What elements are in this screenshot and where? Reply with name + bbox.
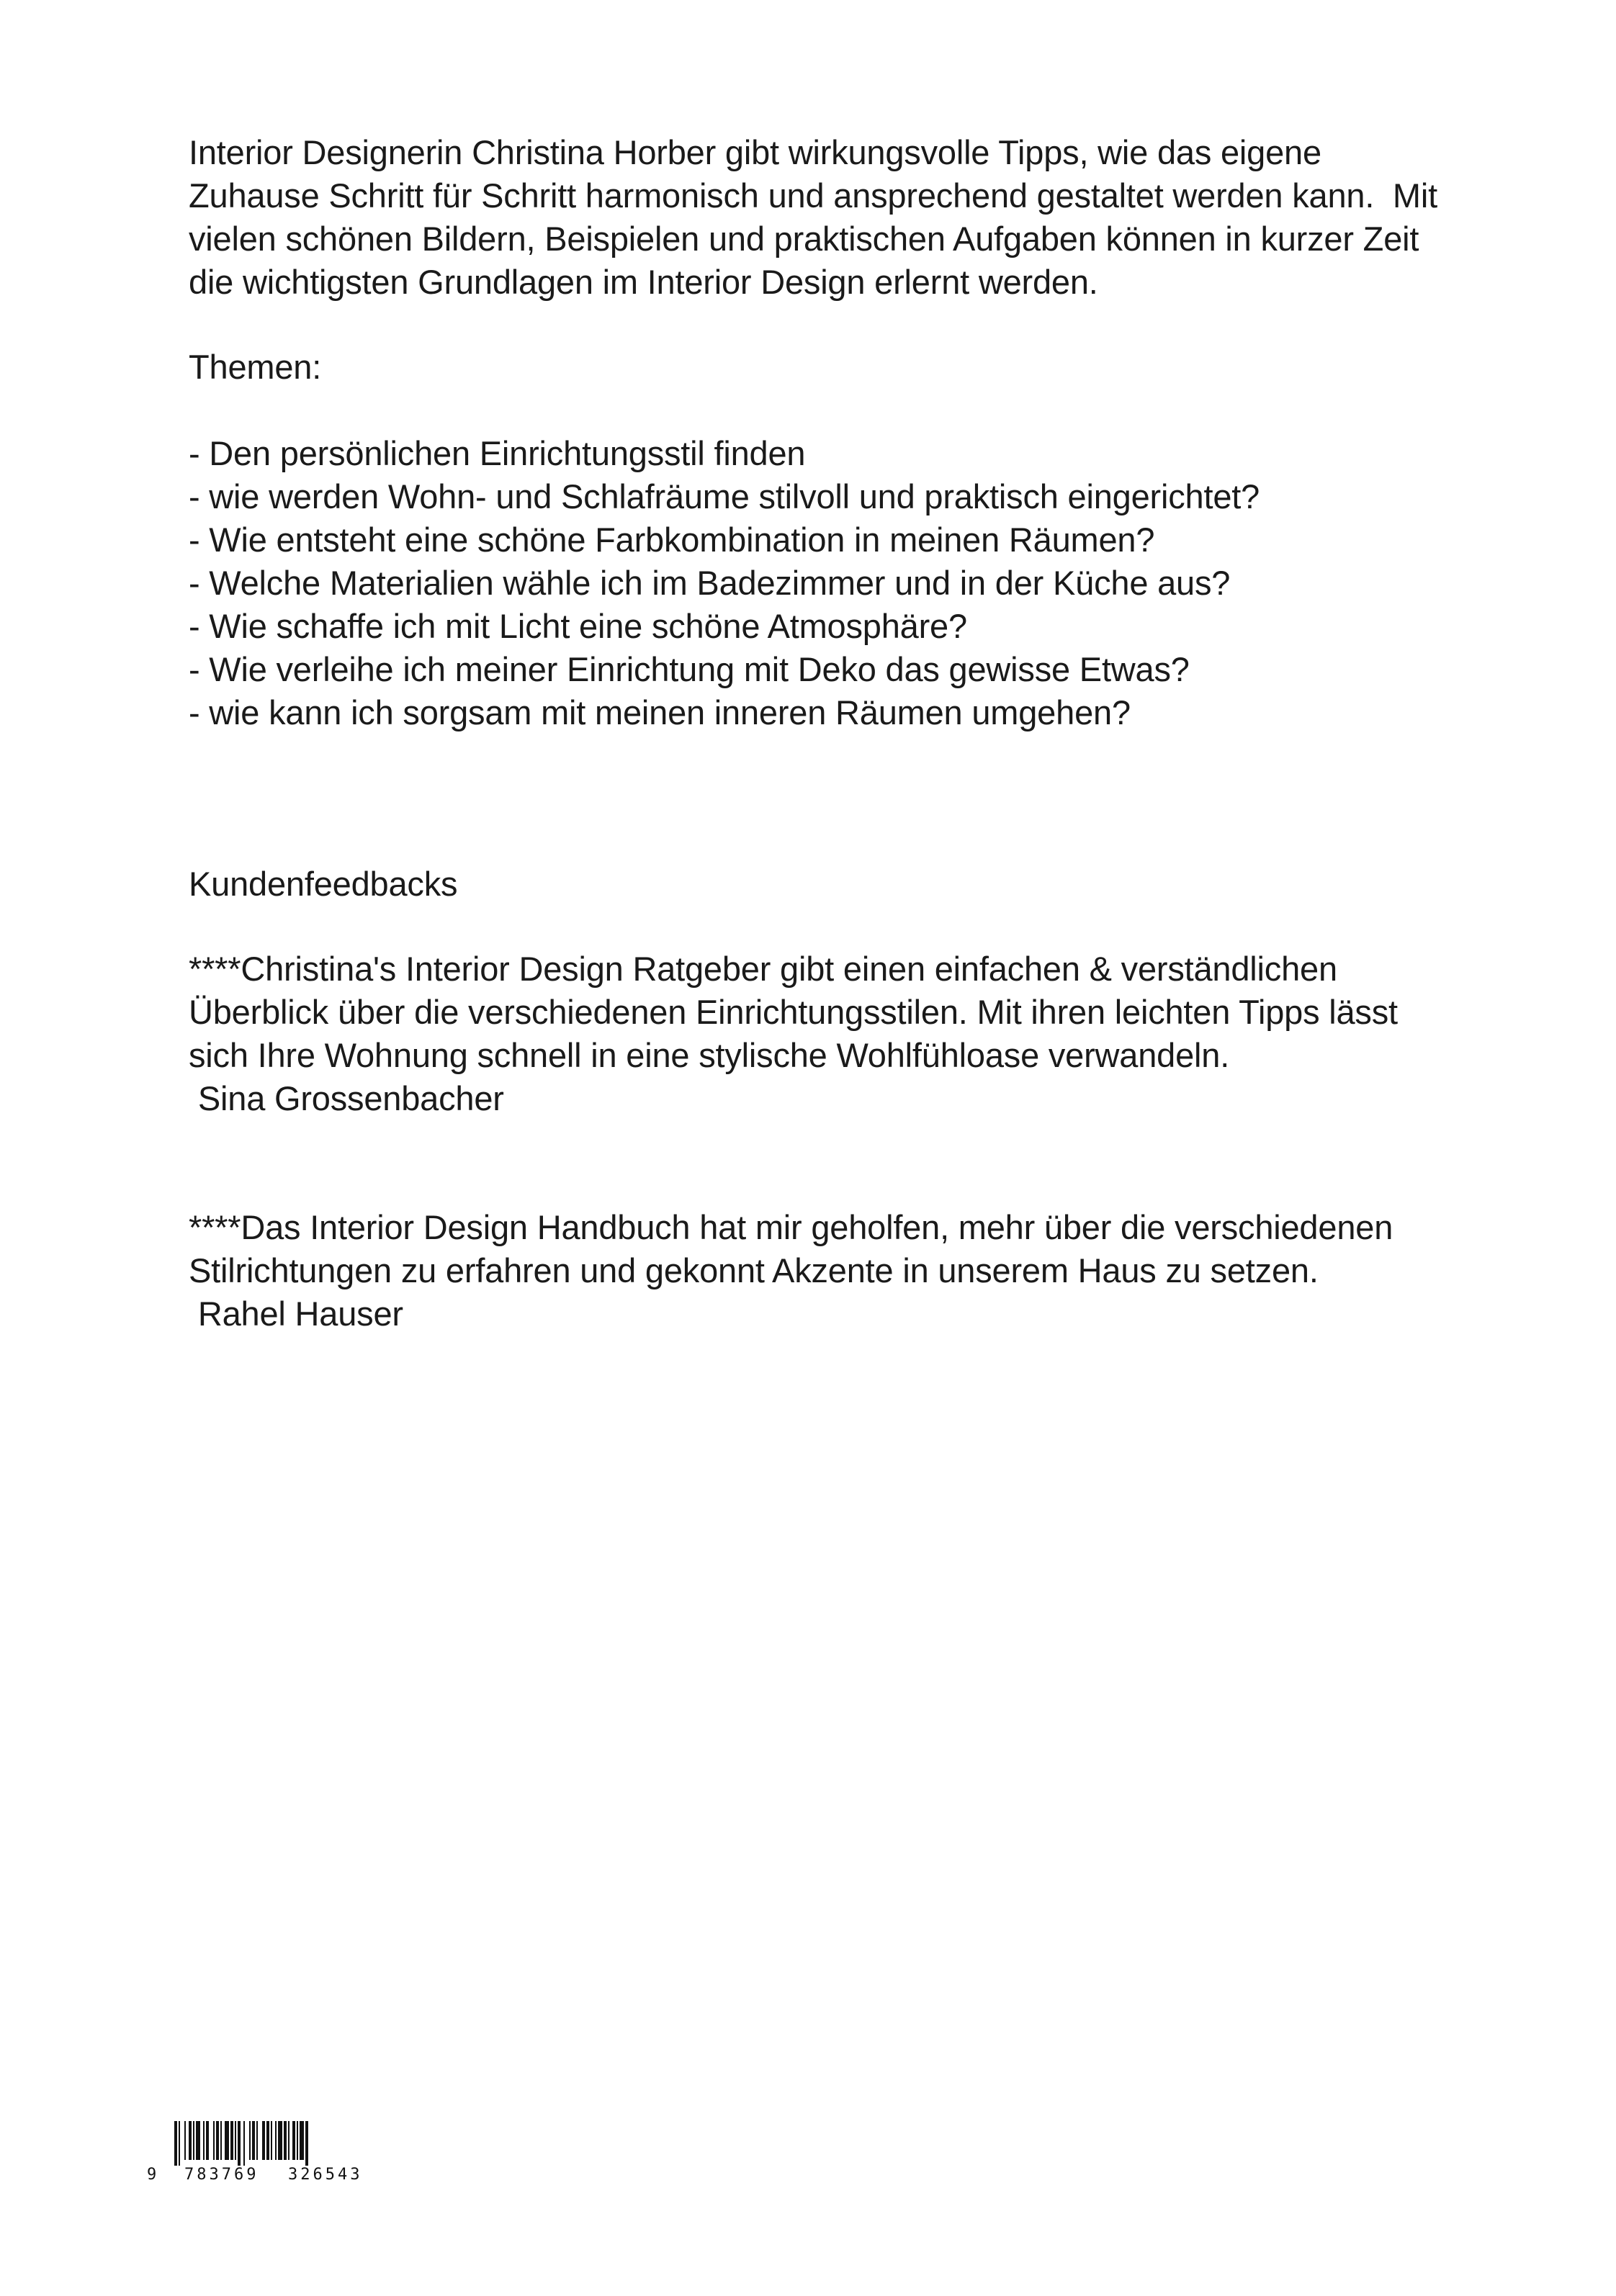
barcode-bar [262, 2121, 265, 2160]
feedback-entry [189, 947, 1514, 1120]
barcode-bar [297, 2121, 298, 2160]
barcode-bar [252, 2121, 255, 2160]
barcode-bar [271, 2121, 272, 2160]
feedback-entry [189, 1206, 1514, 1336]
intro-line: die wichtigsten Grundlagen im Interior Design erlernt werden. [189, 263, 1098, 301]
barcode-bar [174, 2121, 177, 2166]
list-item: - wie kann ich sorgsam mit meinen inneren Räumen umgehen? [189, 693, 1131, 731]
barcode-bar [225, 2121, 229, 2160]
barcode-bar [216, 2121, 219, 2160]
barcode-bar [179, 2121, 180, 2166]
barcode-bar [203, 2121, 205, 2160]
list-item: - wie werden Wohn- und Schlafräume stilvoll und praktisch eingerichtet? [189, 477, 1260, 516]
barcode-right-digits: 326543 [288, 2166, 363, 2184]
barcode-bar [184, 2121, 186, 2160]
barcode-bar [196, 2121, 200, 2160]
feedback-line: ****Das Interior Design Handbuch hat mir geholfen, mehr über die verschiedenen [189, 1208, 1393, 1246]
list-item: - Wie verleihe ich meiner Einrichtung mit Deko das gewisse Etwas? [189, 650, 1190, 688]
list-item: - Welche Materialien wähle ich im Badezimmer und in der Küche aus? [189, 564, 1231, 602]
barcode-bar [230, 2121, 233, 2160]
feedback-line: sich Ihre Wohnung schnell in eine stylische Wohlfühloase verwandeln. [189, 1036, 1230, 1074]
intro-paragraph [189, 131, 1514, 304]
barcode-bar [238, 2121, 241, 2166]
barcode-bar [189, 2121, 192, 2160]
barcode-bar [300, 2121, 304, 2160]
barcode-bar [305, 2121, 308, 2166]
themes-heading-text: Themen: [189, 348, 322, 386]
feedback-heading-text: Kundenfeedbacks [189, 865, 458, 903]
barcode-bar [266, 2121, 269, 2160]
feedback-author: Sina Grossenbacher [189, 1079, 504, 1117]
barcode-bar [213, 2121, 215, 2160]
feedback-line: Überblick über die verschiedenen Einrichtungsstilen. Mit ihren leichten Tipps lässt [189, 993, 1398, 1031]
themes-list [189, 432, 1514, 734]
barcode-bars [147, 2121, 392, 2166]
intro-line: Interior Designerin Christina Horber gibt wirkungsvolle Tipps, wie das eigene [189, 133, 1321, 171]
list-item: - Den persönlichen Einrichtungsstil finden [189, 434, 806, 472]
barcode-bar [284, 2121, 287, 2160]
list-item: - Wie entsteht eine schöne Farbkombination in meinen Räumen? [189, 521, 1155, 559]
barcode-first-digit: 9 [147, 2166, 160, 2184]
barcode-bar [275, 2121, 277, 2160]
feedback-line: ****Christina's Interior Design Ratgeber gibt einen einfachen & verständlichen [189, 950, 1337, 988]
feedback-author: Rahel Hauser [189, 1295, 403, 1333]
feedback-heading [189, 863, 1514, 906]
barcode-bar [220, 2121, 222, 2160]
barcode-left-digits: 783769 [184, 2166, 259, 2184]
barcode-bar [292, 2121, 295, 2160]
barcode-bar [243, 2121, 245, 2166]
barcode-bar [256, 2121, 258, 2160]
barcode-bar [288, 2121, 289, 2160]
list-item: - Wie schaffe ich mit Licht eine schöne Atmosphäre? [189, 607, 967, 645]
barcode-bar [193, 2121, 194, 2160]
barcode-bar [249, 2121, 251, 2160]
feedback-line: Stilrichtungen zu erfahren und gekonnt Akzente in unserem Haus zu setzen. [189, 1251, 1319, 1289]
barcode-bar [206, 2121, 209, 2160]
intro-line: Zuhause Schritt für Schritt harmonisch und ansprechend gestaltet werden kann. Mit [189, 176, 1437, 215]
intro-line: vielen schönen Bildern, Beispielen und praktischen Aufgaben können in kurzer Zeit [189, 220, 1419, 258]
barcode-bar [278, 2121, 282, 2160]
themes-heading [189, 346, 1514, 389]
barcode-bar [235, 2121, 236, 2160]
